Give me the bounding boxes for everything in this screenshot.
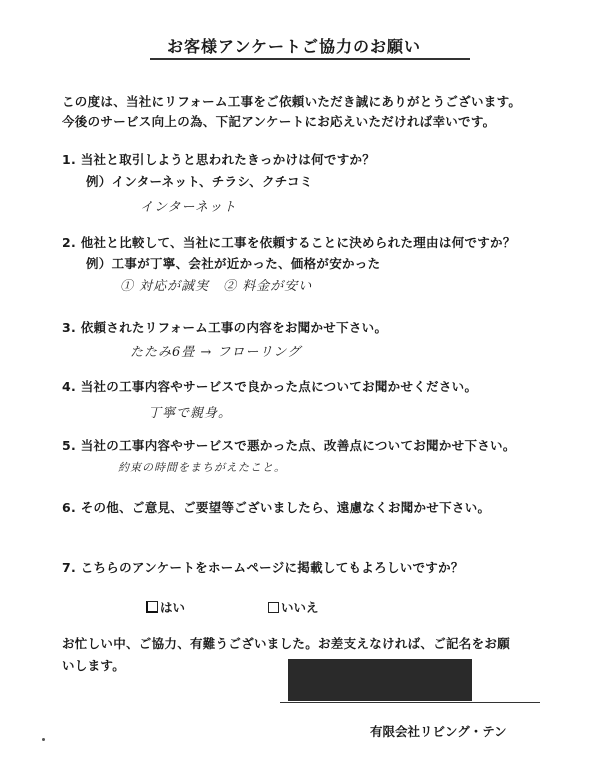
company-name: 有限会社リビング・テン [370, 724, 507, 739]
question-2-text: 他社と比較して、当社に工事を依頼することに決められた理由は何ですか？ [80, 235, 516, 250]
question-4-number: 4. [62, 379, 77, 394]
title-underline [150, 58, 470, 60]
consent-no-option[interactable] [268, 598, 319, 616]
question-7-number: 7. [62, 560, 77, 575]
question-3-number: 3. [62, 320, 77, 335]
closing-line-2: いします。 [62, 658, 126, 673]
redacted-signature [288, 659, 472, 701]
question-1 [62, 150, 375, 168]
intro-line-1: この度は、当社にリフォーム工事をご依頼いただき誠にありがとうございます。 [62, 94, 522, 109]
question-6 [62, 498, 490, 516]
question-5-text: 当社の工事内容やサービスで悪かった点、改善点についてお聞かせ下さい。 [80, 438, 516, 453]
page-title: お客様アンケートご協力のお願い [167, 37, 422, 56]
question-7-text: こちらのアンケートをホームページに掲載してもよろしいですか？ [80, 560, 464, 575]
question-3 [62, 318, 387, 336]
question-6-text: その他、ご意見、ご要望等ございましたら、遠慮なくお聞かせ下さい。 [80, 500, 491, 515]
closing-line-1: お忙しい中、ご協力、有難うございました。お差支えなければ、ご記名をお願 [62, 636, 511, 651]
question-5 [62, 436, 516, 454]
question-3-text: 依頼されたリフォーム工事の内容をお聞かせ下さい。 [80, 320, 388, 335]
consent-yes-option[interactable] [146, 598, 185, 616]
consent-no-checkbox[interactable] [268, 602, 279, 613]
scan-speck [42, 738, 45, 741]
intro-line-2: 今後のサービス向上の為、下記アンケートにお応えいただければ幸いです。 [62, 114, 496, 129]
question-2-answer: ① 対応が誠実 ② 料金が安い [120, 279, 313, 294]
question-4-answer: 丁寧で親身。 [148, 406, 233, 421]
question-1-text: 当社と取引しようと思われたきっかけは何ですか？ [80, 152, 376, 167]
signature-line [280, 702, 540, 703]
question-6-number: 6. [62, 500, 77, 515]
question-2 [62, 233, 516, 251]
question-3-answer: たたみ6畳 → フローリング [130, 345, 302, 360]
question-1-answer: インターネット [140, 200, 237, 215]
question-5-answer: 約束の時間をまちがえたこと。 [118, 461, 286, 474]
question-2-number: 2. [62, 235, 77, 250]
question-4-text: 当社の工事内容やサービスで良かった点についてお聞かせください。 [80, 379, 478, 394]
question-1-number: 1. [62, 152, 77, 167]
consent-no-label: いいえ [281, 600, 319, 615]
question-2-example: 例）工事が丁寧、会社が近かった、価格が安かった [86, 256, 381, 271]
question-1-example: 例）インターネット、チラシ、クチコミ [86, 174, 313, 189]
question-4 [62, 377, 477, 395]
consent-yes-label: はい [160, 600, 186, 615]
consent-yes-checkbox[interactable] [146, 601, 158, 613]
question-7 [62, 558, 464, 576]
question-5-number: 5. [62, 438, 77, 453]
